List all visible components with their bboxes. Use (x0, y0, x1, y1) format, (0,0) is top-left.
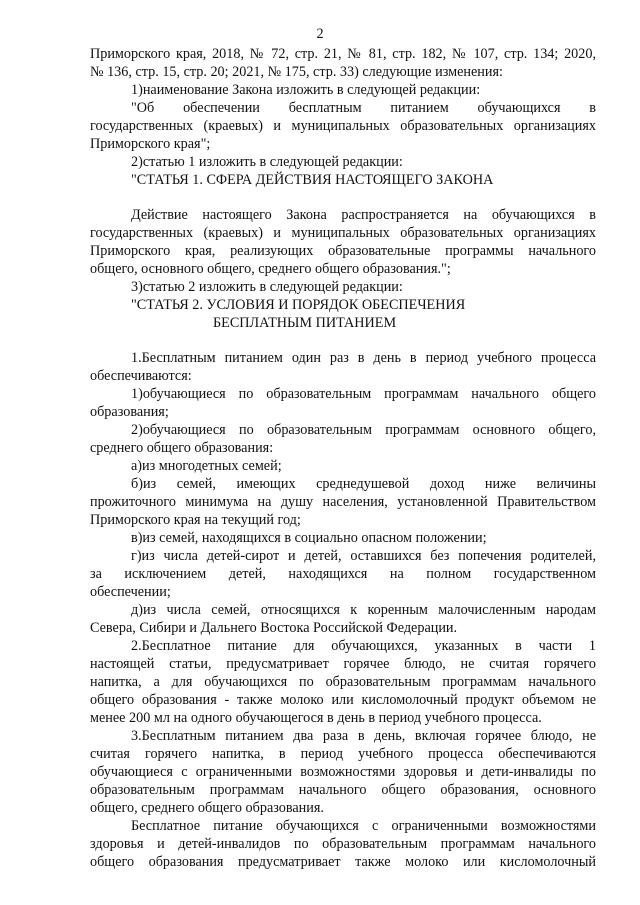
text-line: Приморского края на текущий год; (90, 512, 301, 528)
text-line: Приморского края"; (90, 136, 211, 152)
text-line: д)из числа семей, относящихся к коренным малочисленным народам (131, 602, 596, 618)
article-heading: "СТАТЬЯ 1. СФЕРА ДЕЙСТВИЯ НАСТОЯЩЕГО ЗАКОНА (131, 172, 494, 188)
text-line: 2)обучающиеся по образовательным программам основного общего, (131, 422, 596, 438)
text-line: настоящей статьи, предусматривает горячее блюдо, не считая горячего (90, 656, 596, 672)
text-line: государственных (краевых) и муниципальных образовательных организациях (90, 225, 596, 241)
text-line: государственных (краевых) и муниципальных образовательных организациях (90, 118, 596, 134)
text-line: прожиточного минимума на душу населения, установленной Правительством (90, 494, 596, 510)
article-heading: "СТАТЬЯ 2. УСЛОВИЯ И ПОРЯДОК ОБЕСПЕЧЕНИЯ (131, 297, 466, 313)
text-line: 1)обучающиеся по образовательным программам начального общего (131, 386, 596, 402)
text-line: № 136, стр. 15, стр. 20; 2021, № 175, стр. 33) следующие изменения: (90, 64, 503, 80)
text-line: 2.Бесплатное питание для обучающихся, указанных в части 1 (131, 638, 596, 654)
text-line: г)из числа детей-сирот и детей, оставшихся без попечения родителей, (131, 548, 596, 564)
text-line: менее 200 мл на одного обучающегося в день в период учебного процесса. (90, 710, 542, 726)
text-line: за исключением детей, находящихся на полном государственном (90, 566, 596, 582)
text-line: образовательным программам начального общего образования, основного (90, 782, 596, 798)
text-line: 3)статью 2 изложить в следующей редакции: (131, 279, 403, 295)
text-line: здоровья и детей-инвалидов по образовательным программам начального (90, 836, 596, 852)
text-line: среднего общего образования: (90, 440, 274, 456)
text-line: обучающиеся с ограниченными возможностями здоровья и дети-инвалиды по (90, 764, 596, 780)
text-line: Действие настоящего Закона распространяется на обучающихся в (131, 207, 596, 223)
text-line: общего, среднего общего образования. (90, 800, 324, 816)
text-line: а)из многодетных семей; (131, 458, 282, 474)
text-line: Приморского края, 2018, № 72, стр. 21, № 81, стр. 182, № 107, стр. 134; 2020, (90, 46, 596, 62)
text-line: образования; (90, 404, 169, 420)
text-line: напитка, а для обучающихся по образовательным программам начального (90, 674, 596, 690)
text-line: 2)статью 1 изложить в следующей редакции: (131, 154, 403, 170)
text-line: Приморского края, реализующих образовательные программы начального (90, 243, 596, 259)
text-line: 1)наименование Закона изложить в следующей редакции: (131, 82, 481, 98)
text-line: в)из семей, находящихся в социально опасном положении; (131, 530, 487, 546)
text-line: общего, основного общего, среднего общего образования."; (90, 261, 451, 277)
text-line: обеспечении; (90, 584, 171, 600)
text-line: б)из семей, имеющих среднедушевой доход ниже величины (131, 476, 596, 492)
page-number: 2 (316, 26, 324, 42)
text-line: общего образования предусматривает также молоко или кисломолочный (90, 854, 596, 870)
text-line: считая горячего напитка, в период учебного процесса обеспечиваются (90, 746, 596, 762)
text-line: Севера, Сибири и Дальнего Востока Российской Федерации. (90, 620, 458, 636)
text-line: "Об обеспечении бесплатным питанием обучающихся в (131, 100, 596, 116)
text-line: 1.Бесплатным питанием один раз в день в период учебного процесса (131, 350, 596, 366)
text-line: Бесплатное питание обучающихся с ограниченными возможностями (131, 818, 596, 834)
text-line: 3.Бесплатным питанием два раза в день, включая горячее блюдо, не (131, 728, 596, 744)
text-line: обеспечиваются: (90, 368, 192, 384)
text-line: общего образования - также молоко или кисломолочный продукт объемом не (90, 692, 596, 708)
article-heading-continued: БЕСПЛАТНЫМ ПИТАНИЕМ (213, 315, 397, 331)
